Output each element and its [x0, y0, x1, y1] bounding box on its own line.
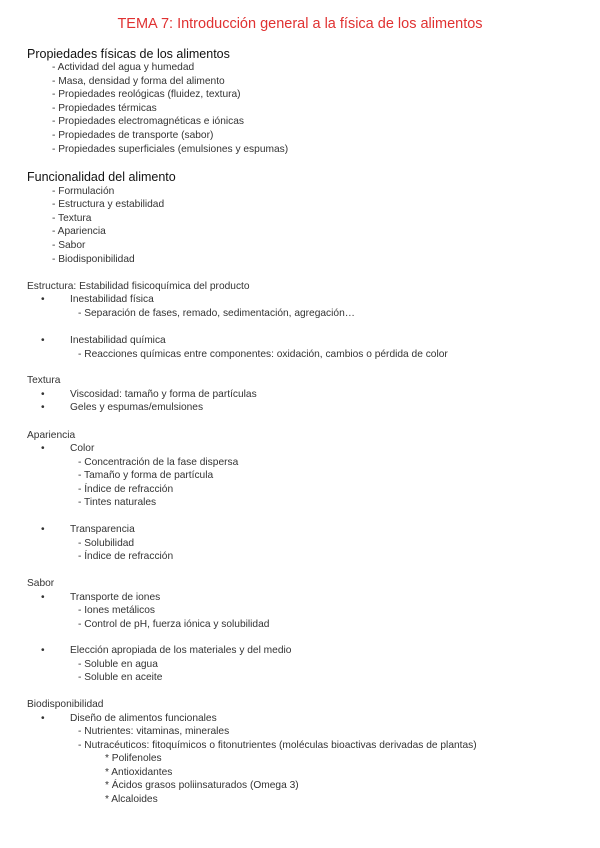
section-heading-sabor: Sabor: [27, 578, 55, 589]
section-heading-textura: Textura: [27, 375, 61, 386]
list-item: - Propiedades superficiales (emulsiones y espumas): [52, 144, 289, 155]
sub-sub-item: * Antioxidantes: [105, 767, 173, 778]
bullet-icon: •: [41, 524, 45, 535]
sub-sub-item: * Alcaloides: [105, 794, 158, 805]
bullet-item: Viscosidad: tamaño y forma de partículas: [70, 389, 257, 400]
bullet-icon: •: [41, 294, 45, 305]
sub-item: - Iones metálicos: [78, 605, 156, 616]
sub-item: - Nutrientes: vitaminas, minerales: [78, 726, 230, 737]
sub-item: - Reacciones químicas entre componentes: oxidación, cambios o pérdida de color: [78, 349, 448, 360]
sub-item: - Nutracéuticos: fitoquímicos o fitonutrientes (moléculas bioactivas derivadas de plantas): [78, 740, 477, 751]
bullet-icon: •: [41, 592, 45, 603]
list-item: - Actividad del agua y humedad: [52, 62, 195, 73]
sub-item: - Control de pH, fuerza iónica y solubilidad: [78, 619, 270, 630]
list-item: - Textura: [52, 213, 92, 224]
section-heading-funcionalidad: Funcionalidad del alimento: [27, 170, 176, 184]
sub-item: - Soluble en agua: [78, 659, 158, 670]
section-heading-biodisponibilidad: Biodisponibilidad: [27, 699, 104, 710]
sub-item: - Solubilidad: [78, 538, 135, 549]
sub-sub-item: * Ácidos grasos poliinsaturados (Omega 3): [105, 780, 299, 791]
sub-sub-item: * Polifenoles: [105, 753, 162, 764]
list-item: - Propiedades electromagnéticas e iónicas: [52, 116, 244, 127]
section-heading-propiedades: Propiedades físicas de los alimentos: [27, 47, 230, 61]
bullet-icon: •: [41, 645, 45, 656]
list-item: - Masa, densidad y forma del alimento: [52, 76, 225, 87]
bullet-icon: •: [41, 443, 45, 454]
bullet-icon: •: [41, 713, 45, 724]
bullet-icon: •: [41, 389, 45, 400]
sub-item: - Tintes naturales: [78, 497, 157, 508]
bullet-icon: •: [41, 402, 45, 413]
list-item: - Apariencia: [52, 226, 106, 237]
list-item: - Sabor: [52, 240, 86, 251]
list-item: - Propiedades reológicas (fluidez, textura): [52, 89, 241, 100]
list-item: - Propiedades de transporte (sabor): [52, 130, 214, 141]
sub-item: - Soluble en aceite: [78, 672, 163, 683]
bullet-item: Geles y espumas/emulsiones: [70, 402, 204, 413]
sub-item: - Tamaño y forma de partícula: [78, 470, 214, 481]
bullet-item: Transporte de iones: [70, 592, 161, 603]
list-item: - Estructura y estabilidad: [52, 199, 165, 210]
bullet-item: Color: [70, 443, 95, 454]
sub-item: - Separación de fases, remado, sedimentación, agregación…: [78, 308, 355, 319]
list-item: - Propiedades térmicas: [52, 103, 157, 114]
sub-item: - Índice de refracción: [78, 551, 174, 562]
bullet-item: Elección apropiada de los materiales y del medio: [70, 645, 292, 656]
section-heading-estructura: Estructura: Estabilidad fisicoquímica del producto: [27, 281, 250, 292]
bullet-item: Inestabilidad física: [70, 294, 154, 305]
sub-item: - Índice de refracción: [78, 484, 174, 495]
bullet-item: Inestabilidad química: [70, 335, 166, 346]
page-title: TEMA 7: Introducción general a la física de los alimentos: [117, 16, 483, 32]
list-item: - Formulación: [52, 186, 115, 197]
bullet-item: Transparencia: [70, 524, 135, 535]
section-heading-apariencia: Apariencia: [27, 430, 76, 441]
bullet-item: Diseño de alimentos funcionales: [70, 713, 217, 724]
bullet-icon: •: [41, 335, 45, 346]
list-item: - Biodisponibilidad: [52, 254, 135, 265]
sub-item: - Concentración de la fase dispersa: [78, 457, 239, 468]
